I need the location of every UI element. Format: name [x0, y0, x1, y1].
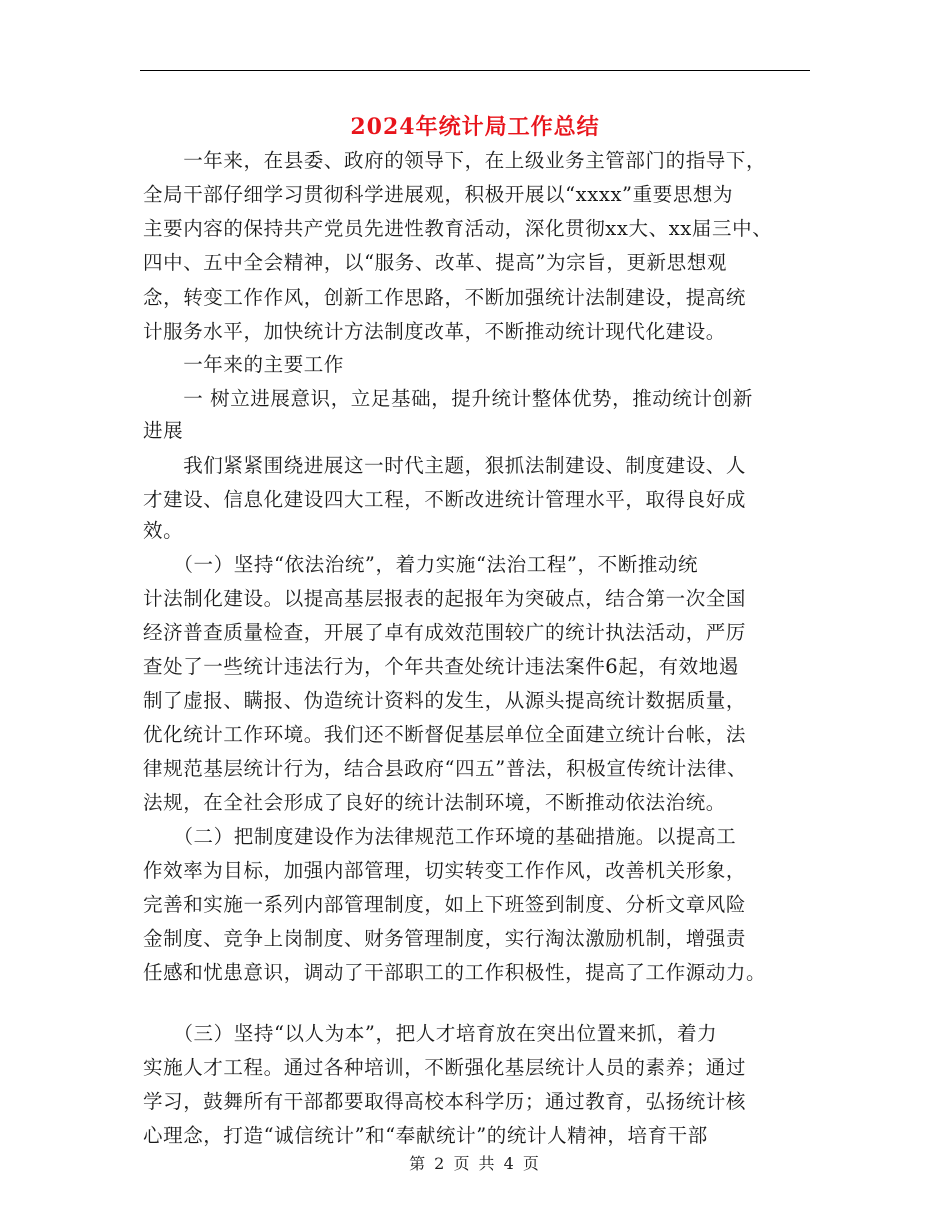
- body-text-line: 制了虚报、瞒报、伪造统计资料的发生，从源头提高统计数据质量，: [143, 689, 747, 712]
- header-rule: [140, 70, 810, 71]
- body-text-line: 计法制化建设。以提高基层报表的起报年为突破点，结合第一次全国: [143, 587, 747, 610]
- body-text-line: （三）坚持“以人为本”，把人才培育放在突出位置来抓，着力: [143, 1022, 718, 1045]
- body-text-line: 全局干部仔细学习贯彻科学进展观，积极开展以“xxxx”重要思想为: [143, 183, 734, 206]
- body-text-line: （一）坚持“依法治统”，着力实施“法治工程”，不断推动统: [143, 553, 699, 576]
- body-text-line: 学习，鼓舞所有干部都要取得高校本科学历；通过教育，弘扬统计核: [143, 1090, 747, 1113]
- body-text-line: 律规范基层统计行为，结合县政府“四五”普法，积极宣传统计法律、: [143, 757, 748, 780]
- body-text-line: 查处了一些统计违法行为，个年共查处统计违法案件6起，有效地遏: [143, 655, 739, 678]
- body-text-line: 一年来的主要工作: [143, 353, 345, 376]
- document-title: 2024年统计局工作总结: [350, 114, 600, 140]
- body-text-line: 四中、五中全会精神，以“服务、改革、提高”为宗旨，更新思想观: [143, 251, 727, 274]
- body-text-line: 我们紧紧围绕进展这一时代主题，狠抓法制建设、制度建设、人: [143, 454, 747, 477]
- body-text-line: 主要内容的保持共产党员先进性教育活动，深化贯彻xx大、xx届三中、: [143, 217, 773, 240]
- body-text-line: 优化统计工作环境。我们还不断督促基层单位全面建立统计台帐，法: [143, 723, 747, 746]
- body-text-line: 完善和实施一系列内部管理制度，如上下班签到制度、分析文章风险: [143, 893, 747, 916]
- body-text-line: 一 树立进展意识，立足基础，提升统计整体优势，推动统计创新: [143, 387, 753, 410]
- body-text-line: 金制度、竞争上岗制度、财务管理制度，实行淘汰激励机制，增强责: [143, 927, 747, 950]
- body-text-line: 心理念，打造“诚信统计”和“奉献统计”的统计人精神，培育干部: [143, 1124, 708, 1147]
- body-text-line: 作效率为目标，加强内部管理，切实转变工作作风，改善机关形象，: [143, 859, 747, 882]
- body-text-line: 念，转变工作作风，创新工作思路，不断加强统计法制建设，提高统: [143, 286, 747, 309]
- body-text-line: 任感和忧患意识，调动了干部职工的工作积极性，提高了工作源动力。: [143, 961, 767, 984]
- body-text-line: （二）把制度建设作为法律规范工作环境的基础措施。以提高工: [143, 825, 737, 848]
- body-text-line: 效。: [143, 519, 184, 542]
- body-text-line: 一年来，在县委、政府的领导下，在上级业务主管部门的指导下，: [143, 149, 767, 172]
- body-text-line: 计服务水平，加快统计方法制度改革，不断推动统计现代化建设。: [143, 320, 726, 343]
- page-footer: 第 2 页 共 4 页: [409, 1154, 541, 1173]
- body-text-line: 实施人才工程。通过各种培训，不断强化基层统计人员的素养；通过: [143, 1056, 747, 1079]
- body-text-line: 经济普查质量检查，开展了卓有成效范围较广的统计执法活动，严厉: [143, 621, 747, 644]
- body-text-line: 法规，在全社会形成了良好的统计法制环境，不断推动依法治统。: [143, 791, 726, 814]
- body-text-line: 进展: [143, 419, 184, 442]
- body-text-line: 才建设、信息化建设四大工程，不断改进统计管理水平，取得良好成: [143, 488, 747, 511]
